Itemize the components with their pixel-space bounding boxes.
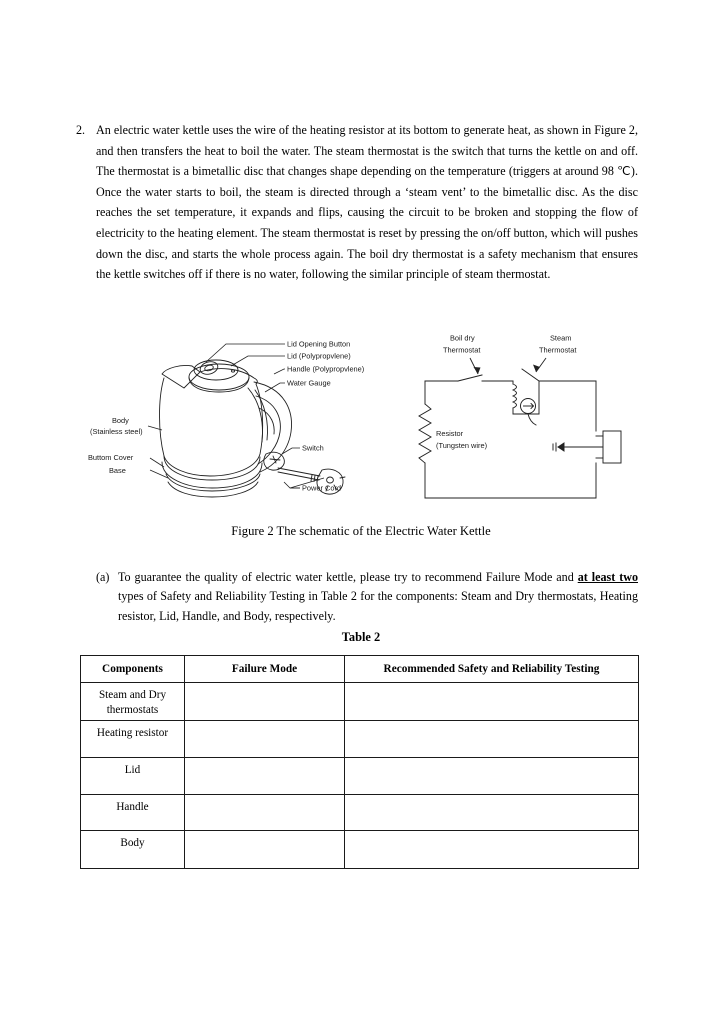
table-row bbox=[81, 795, 639, 831]
cell-failure-mode[interactable] bbox=[185, 831, 345, 869]
cell-failure-mode[interactable] bbox=[185, 721, 345, 758]
circuit-label-boil-dry-2: Thermostat bbox=[443, 345, 481, 355]
cell-component: Handle bbox=[81, 795, 185, 831]
column-header-failure-mode: Failure Mode bbox=[185, 656, 345, 683]
part-a-emphasis: at least two bbox=[577, 570, 638, 584]
part-a-text-after: types of Safety and Reliability Testing in Table 2 for the components: Steam and Dry thermostats, Heating resistor, Lid, Handle, and Body, respectively. bbox=[118, 589, 638, 623]
cell-failure-mode[interactable] bbox=[185, 795, 345, 831]
cell-component: Body bbox=[81, 831, 185, 869]
cell-failure-mode[interactable] bbox=[185, 683, 345, 721]
question-text: An electric water kettle uses the wire of the heating resistor at its bottom to generate heat, as shown in Figure 2, and then transfers the heat to boil the water. The steam thermostat is the switch that turns the kettle on and off. The thermostat is a bimetallic disc that changes shape depending on the temperature (triggers at around 98 ℃). Once the water starts to boil, the steam is directed through a ‘steam vent’ to the bimetallic disc. As the disc reaches the set temperature, it expands and flips, causing the circuit to be broken and stopping the flow of electricity to the heating element. The steam thermostat is reset by pressing the on/off button, which will pushes down the disc, and starts the whole process again. The boil dry thermostat is a safety mechanism that ensures the kettle switches off if there is no water, following the similar principle of steam thermostat. bbox=[96, 123, 638, 282]
circuit-label-resistor-2: (Tungsten wire) bbox=[436, 441, 488, 450]
question-number: 2. bbox=[76, 123, 86, 137]
table-body bbox=[81, 683, 639, 869]
question-block bbox=[76, 120, 638, 285]
table-row bbox=[81, 683, 639, 721]
kettle-illustration bbox=[88, 326, 388, 511]
circuit-label-steam-1: Steam bbox=[550, 333, 572, 343]
kettle-label-lid-opening-button: Lid Opening Button bbox=[287, 339, 351, 349]
cell-recommended[interactable] bbox=[345, 683, 639, 721]
kettle-label-power-cord: Power Cord bbox=[302, 483, 342, 493]
table-row bbox=[81, 721, 639, 758]
part-a-block bbox=[96, 568, 638, 626]
circuit-label-steam-2: Thermostat bbox=[539, 345, 577, 355]
table-row bbox=[81, 831, 639, 869]
kettle-label-buttom-cover: Buttom Cover bbox=[88, 453, 134, 462]
cell-failure-mode[interactable] bbox=[185, 758, 345, 795]
cell-recommended[interactable] bbox=[345, 758, 639, 795]
cell-recommended[interactable] bbox=[345, 721, 639, 758]
part-a-text bbox=[118, 568, 638, 626]
part-a-text-before: To guarantee the quality of electric water kettle, please try to recommend Failure Mode and bbox=[118, 570, 578, 584]
cell-recommended[interactable] bbox=[345, 795, 639, 831]
column-header-components: Components bbox=[81, 656, 185, 683]
kettle-label-base: Base bbox=[109, 466, 126, 475]
cell-component: Steam and Dry thermostats bbox=[81, 683, 185, 721]
figure-2 bbox=[0, 326, 722, 518]
table-title: Table 2 bbox=[341, 630, 381, 644]
figure-caption: Figure 2 The schematic of the Electric Water Kettle bbox=[231, 524, 491, 538]
cell-component: Lid bbox=[81, 758, 185, 795]
table-row bbox=[81, 758, 639, 795]
cell-component: Heating resistor bbox=[81, 721, 185, 758]
circuit-diagram bbox=[410, 326, 650, 511]
circuit-label-boil-dry-1: Boil dry bbox=[450, 333, 475, 343]
kettle-label-body-material: (Stainless steel) bbox=[90, 427, 143, 436]
kettle-label-switch: Switch bbox=[302, 443, 324, 453]
table-header-row bbox=[81, 656, 639, 683]
column-header-recommended-testing: Recommended Safety and Reliability Testing bbox=[345, 656, 639, 683]
circuit-label-resistor-1: Resistor bbox=[436, 429, 464, 438]
kettle-label-body: Body bbox=[112, 416, 129, 425]
kettle-label-lid: Lid (Polypropvlene) bbox=[287, 351, 351, 361]
cell-recommended[interactable] bbox=[345, 831, 639, 869]
part-a-label: (a) bbox=[96, 570, 110, 584]
table-2 bbox=[80, 655, 639, 869]
kettle-label-water-gauge: Water Gauge bbox=[287, 378, 331, 388]
kettle-label-handle: Handle (Polypropvlene) bbox=[287, 364, 365, 374]
